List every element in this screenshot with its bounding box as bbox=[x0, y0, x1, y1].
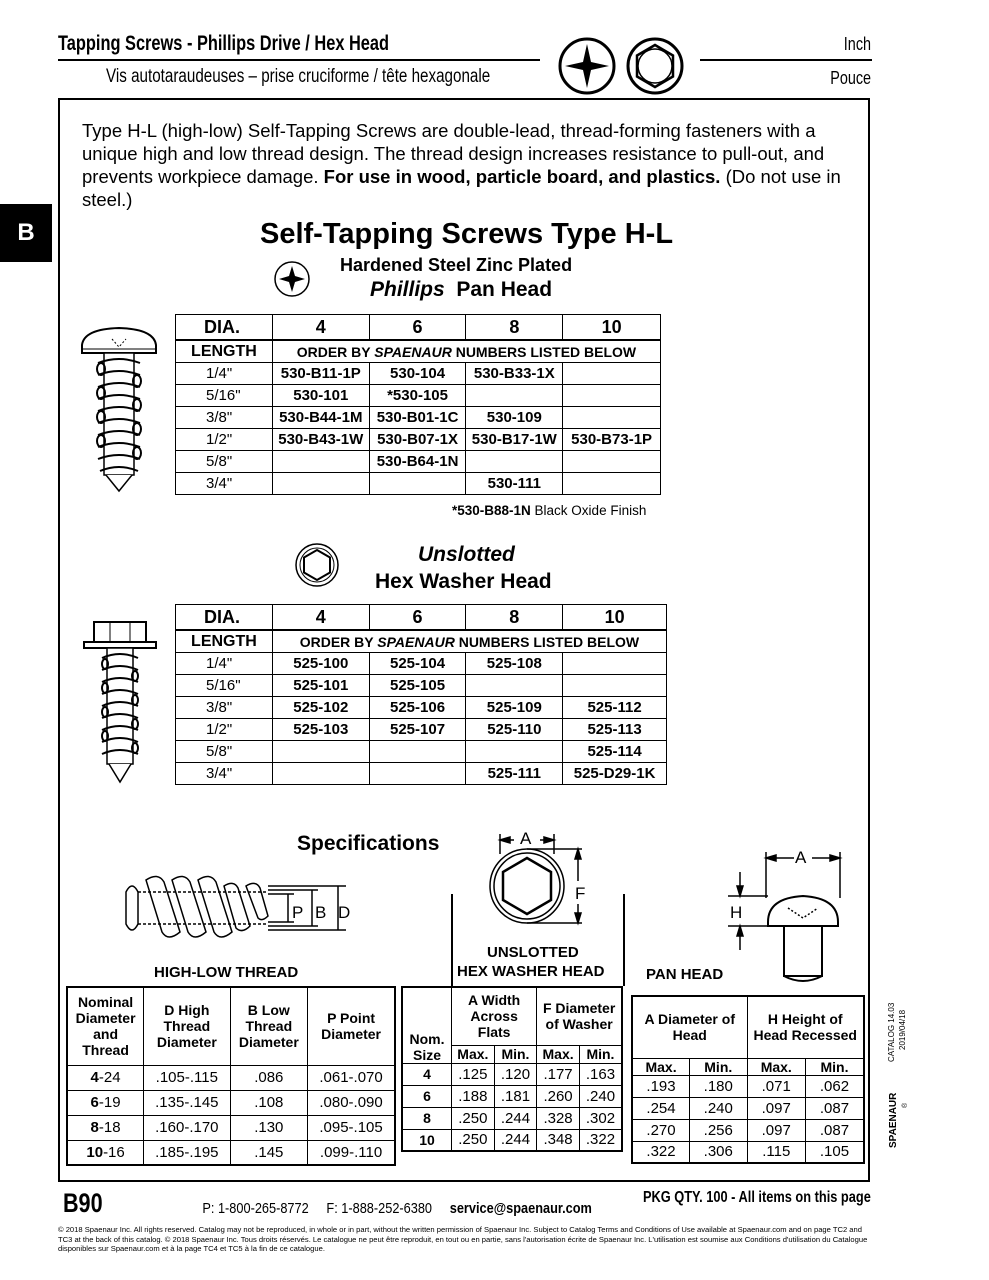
nominal-size-cell: 4-24 bbox=[67, 1065, 144, 1090]
size-cell: 10 bbox=[402, 1129, 452, 1151]
order-instruction: ORDER BY SPAENAUR NUMBERS LISTED BELOW bbox=[272, 340, 660, 363]
min-header: Min. bbox=[690, 1058, 747, 1075]
dia-col: 10 bbox=[563, 605, 667, 631]
value-cell: .270 bbox=[632, 1119, 690, 1141]
part-number-cell: 525-111 bbox=[466, 763, 563, 785]
value-cell: .193 bbox=[632, 1075, 690, 1097]
dia-col: 8 bbox=[466, 605, 563, 631]
fax: F: 1-888-252-6380 bbox=[326, 1200, 433, 1217]
package-quantity: PKG QTY. 100 - All items on this page bbox=[643, 1189, 871, 1206]
dim-label-h: H bbox=[730, 903, 743, 922]
d-value-cell: .105-.115 bbox=[144, 1065, 230, 1090]
dia-col: 4 bbox=[272, 315, 369, 341]
max-header: Max. bbox=[632, 1058, 690, 1075]
phone: P: 1-800-265-8772 bbox=[202, 1200, 309, 1217]
part-number-cell bbox=[563, 451, 661, 473]
length-cell: 1/2" bbox=[176, 719, 273, 741]
length-header: LENGTH bbox=[176, 340, 273, 363]
p-value-cell: .095-.105 bbox=[308, 1115, 395, 1140]
part-number-cell bbox=[369, 473, 466, 495]
value-cell: .163 bbox=[579, 1063, 622, 1085]
part-number-cell: *530-105 bbox=[369, 385, 466, 407]
page-number: B90 bbox=[62, 1188, 103, 1218]
length-header: LENGTH bbox=[176, 630, 273, 653]
length-cell: 3/8" bbox=[176, 407, 273, 429]
hex-washer-spec-table bbox=[401, 986, 623, 1152]
value-cell: .181 bbox=[494, 1085, 537, 1107]
b-value-cell: .145 bbox=[230, 1140, 308, 1165]
unit-inch: Inch bbox=[843, 34, 871, 54]
page-subtitle: Vis autotaraudeuses – prise cruciforme / tête hexagonale bbox=[106, 66, 491, 87]
page-title: Tapping Screws - Phillips Drive / Hex Head bbox=[58, 32, 390, 55]
part-number-cell: 525-110 bbox=[466, 719, 563, 741]
high-low-thread-caption: HIGH-LOW THREAD bbox=[154, 964, 299, 981]
value-cell: .256 bbox=[690, 1119, 747, 1141]
hex-washer-head-diagram bbox=[450, 826, 630, 986]
value-cell: .244 bbox=[494, 1107, 537, 1129]
part-number-cell: 525-107 bbox=[369, 719, 466, 741]
dia-col: 4 bbox=[272, 605, 369, 631]
part-number-cell: 525-113 bbox=[563, 719, 667, 741]
table-row bbox=[176, 473, 661, 495]
part-number-cell: 530-109 bbox=[466, 407, 563, 429]
phillips-head-title: Phillips Pan Head bbox=[370, 278, 553, 301]
brand-vertical: SPAENAUR bbox=[888, 1092, 899, 1148]
value-cell: .097 bbox=[747, 1119, 806, 1141]
part-number-cell: 525-105 bbox=[369, 675, 466, 697]
section-tab: B bbox=[0, 204, 52, 262]
table-row bbox=[402, 1085, 622, 1107]
table-row bbox=[67, 1140, 395, 1165]
hex-caption-line2: HEX WASHER HEAD bbox=[457, 963, 605, 980]
part-number-cell: 530-104 bbox=[369, 363, 466, 385]
a-diameter-header: A Diameter of Head bbox=[632, 996, 747, 1058]
nominal-size-cell: 6-19 bbox=[67, 1090, 144, 1115]
nominal-diameter-header: Nominal Diameter and Thread bbox=[67, 987, 144, 1065]
value-cell: .071 bbox=[747, 1075, 806, 1097]
part-number-cell bbox=[272, 763, 369, 785]
legal-notice: © 2018 Spaenaur Inc. All rights reserved. Catalog may not be reproduced, in whole or in part, without the written permission of Spaenaur Inc. Subject to Catalog Terms and Conditions of Use available at Spaenaur.com and on page TC2 and TC3 at the back of this catalog. © 2018 Spaenaur Inc. Tous droits réservés. Le catalogue ne peut être reproduit, en tout ou en partie, sans l'autorisation écrite de Spaenaur Inc. L'utilisation est soumise aux Conditions d'utilisation du Catalogue disponibles sur Spaenaur.com et à la page TC4 et TC5 à la fin de ce catalogue. bbox=[58, 1225, 868, 1253]
table-row bbox=[176, 719, 667, 741]
part-number-cell: 530-B64-1N bbox=[369, 451, 466, 473]
value-cell: .254 bbox=[632, 1097, 690, 1119]
hex-washer-icon bbox=[294, 542, 340, 588]
dia-col: 6 bbox=[369, 605, 466, 631]
value-cell: .115 bbox=[747, 1141, 806, 1163]
length-cell: 5/16" bbox=[176, 385, 273, 407]
order-instruction: ORDER BY SPAENAUR NUMBERS LISTED BELOW bbox=[272, 630, 666, 653]
part-number-cell bbox=[563, 385, 661, 407]
hex-head-title: Hex Washer Head bbox=[375, 570, 552, 593]
part-number-cell: 525-D29-1K bbox=[563, 763, 667, 785]
b-value-cell: .130 bbox=[230, 1115, 308, 1140]
length-cell: 5/16" bbox=[176, 675, 273, 697]
h-height-header: H Height of Head Recessed bbox=[747, 996, 864, 1058]
table-row bbox=[176, 763, 667, 785]
dia-header: DIA. bbox=[176, 315, 273, 341]
part-number-cell: 530-101 bbox=[272, 385, 369, 407]
table-row bbox=[176, 407, 661, 429]
value-cell: .062 bbox=[806, 1075, 865, 1097]
value-cell: .087 bbox=[806, 1119, 865, 1141]
size-cell: 6 bbox=[402, 1085, 452, 1107]
pan-head-screw-illustration bbox=[74, 325, 164, 495]
table-row bbox=[67, 1115, 395, 1140]
p-value-cell: .061-.070 bbox=[308, 1065, 395, 1090]
length-cell: 5/8" bbox=[176, 741, 273, 763]
max-header: Max. bbox=[452, 1045, 495, 1063]
length-cell: 3/4" bbox=[176, 473, 273, 495]
header-rule-right bbox=[700, 59, 872, 61]
dia-col: 8 bbox=[466, 315, 563, 341]
value-cell: .125 bbox=[452, 1063, 495, 1085]
value-cell: .177 bbox=[537, 1063, 580, 1085]
min-header: Min. bbox=[494, 1045, 537, 1063]
b-value-cell: .108 bbox=[230, 1090, 308, 1115]
value-cell: .180 bbox=[690, 1075, 747, 1097]
part-number-cell: 530-B33-1X bbox=[466, 363, 563, 385]
dim-label-d: D bbox=[338, 903, 351, 922]
part-number-cell: 525-108 bbox=[466, 653, 563, 675]
hex-head-title-italic: Unslotted bbox=[418, 543, 515, 566]
value-cell: .240 bbox=[690, 1097, 747, 1119]
part-number-cell: 530-B11-1P bbox=[272, 363, 369, 385]
part-number-cell bbox=[369, 763, 466, 785]
min-header: Min. bbox=[806, 1058, 865, 1075]
dim-label-p: P bbox=[292, 903, 304, 922]
table-row bbox=[176, 697, 667, 719]
b-value-cell: .086 bbox=[230, 1065, 308, 1090]
table-row bbox=[632, 1075, 864, 1097]
dim-label-f: F bbox=[575, 884, 586, 903]
contact-line bbox=[202, 1200, 592, 1217]
length-cell: 3/8" bbox=[176, 697, 273, 719]
b-header: B Low Thread Diameter bbox=[230, 987, 308, 1065]
hex-caption-line1: UNSLOTTED bbox=[487, 944, 579, 961]
value-cell: .250 bbox=[452, 1107, 495, 1129]
p-value-cell: .080-.090 bbox=[308, 1090, 395, 1115]
specifications-title: Specifications bbox=[297, 832, 440, 855]
section-title: Self-Tapping Screws Type H-L bbox=[260, 218, 674, 250]
d-value-cell: .135-.145 bbox=[144, 1090, 230, 1115]
part-number-cell bbox=[466, 451, 563, 473]
table-row bbox=[176, 363, 661, 385]
dim-label-a: A bbox=[795, 848, 807, 867]
f-diameter-header: F Diameter of Washer bbox=[537, 987, 622, 1045]
d-value-cell: .160-.170 bbox=[144, 1115, 230, 1140]
part-number-cell: 525-112 bbox=[563, 697, 667, 719]
value-cell: .306 bbox=[690, 1141, 747, 1163]
table-row bbox=[176, 653, 667, 675]
dia-col: 6 bbox=[369, 315, 466, 341]
value-cell: .328 bbox=[537, 1107, 580, 1129]
part-number-cell bbox=[272, 741, 369, 763]
phillips-order-table bbox=[175, 314, 661, 495]
footnote: *530-B88-1N Black Oxide Finish bbox=[452, 503, 647, 518]
unit-pouce: Pouce bbox=[830, 68, 871, 88]
table-row bbox=[176, 385, 661, 407]
value-cell: .302 bbox=[579, 1107, 622, 1129]
part-number-cell: 525-101 bbox=[272, 675, 369, 697]
part-number-cell bbox=[563, 473, 661, 495]
p-header: P Point Diameter bbox=[308, 987, 395, 1065]
table-row bbox=[402, 1129, 622, 1151]
part-number-cell: 530-111 bbox=[466, 473, 563, 495]
value-cell: .322 bbox=[632, 1141, 690, 1163]
value-cell: .260 bbox=[537, 1085, 580, 1107]
nominal-size-cell: 8-18 bbox=[67, 1115, 144, 1140]
part-number-cell bbox=[563, 653, 667, 675]
length-cell: 3/4" bbox=[176, 763, 273, 785]
size-cell: 8 bbox=[402, 1107, 452, 1129]
part-number-cell: 525-106 bbox=[369, 697, 466, 719]
nom-size-header: Nom. Size bbox=[402, 987, 452, 1063]
max-header: Max. bbox=[747, 1058, 806, 1075]
hex-head-icon bbox=[625, 36, 685, 96]
value-cell: .120 bbox=[494, 1063, 537, 1085]
table-row bbox=[632, 1141, 864, 1163]
phillips-material: Hardened Steel Zinc Plated bbox=[340, 255, 573, 275]
phillips-drive-icon bbox=[557, 36, 617, 96]
p-value-cell: .099-.110 bbox=[308, 1140, 395, 1165]
nominal-size-cell: 10-16 bbox=[67, 1140, 144, 1165]
value-cell: .188 bbox=[452, 1085, 495, 1107]
dia-header: DIA. bbox=[176, 605, 273, 631]
length-cell: 5/8" bbox=[176, 451, 273, 473]
table-row bbox=[176, 429, 661, 451]
hex-head-screw-illustration bbox=[80, 618, 160, 786]
value-cell: .250 bbox=[452, 1129, 495, 1151]
length-cell: 1/4" bbox=[176, 653, 273, 675]
part-number-cell: 525-114 bbox=[563, 741, 667, 763]
header-rule-left bbox=[58, 59, 540, 61]
table-row bbox=[402, 1063, 622, 1085]
table-row bbox=[632, 1119, 864, 1141]
part-number-cell bbox=[466, 741, 563, 763]
length-cell: 1/4" bbox=[176, 363, 273, 385]
table-row bbox=[67, 1065, 395, 1090]
part-number-cell bbox=[369, 741, 466, 763]
part-number-cell: 530-B43-1W bbox=[272, 429, 369, 451]
min-header: Min. bbox=[579, 1045, 622, 1063]
dia-col: 10 bbox=[563, 315, 661, 341]
part-number-cell bbox=[272, 473, 369, 495]
part-number-cell: 525-104 bbox=[369, 653, 466, 675]
value-cell: .240 bbox=[579, 1085, 622, 1107]
part-number-cell bbox=[466, 385, 563, 407]
part-number-cell: 530-B01-1C bbox=[369, 407, 466, 429]
catalog-date: 2019/04/18 bbox=[898, 1009, 907, 1050]
pan-head-spec-table bbox=[631, 995, 865, 1164]
table-row bbox=[176, 451, 661, 473]
part-number-cell bbox=[563, 675, 667, 697]
part-number-cell bbox=[466, 675, 563, 697]
pan-head-diagram bbox=[728, 848, 858, 988]
value-cell: .097 bbox=[747, 1097, 806, 1119]
phillips-recess-icon bbox=[273, 260, 311, 298]
part-number-cell: 530-B44-1M bbox=[272, 407, 369, 429]
part-number-cell: 525-103 bbox=[272, 719, 369, 741]
table-row bbox=[67, 1090, 395, 1115]
high-low-thread-table bbox=[66, 986, 396, 1166]
part-number-cell: 525-102 bbox=[272, 697, 369, 719]
value-cell: .087 bbox=[806, 1097, 865, 1119]
size-cell: 4 bbox=[402, 1063, 452, 1085]
table-row bbox=[632, 1097, 864, 1119]
hex-order-table bbox=[175, 604, 667, 785]
part-number-cell: 530-B07-1X bbox=[369, 429, 466, 451]
pan-head-caption: PAN HEAD bbox=[646, 966, 724, 983]
dim-label-a: A bbox=[520, 829, 532, 848]
value-cell: .105 bbox=[806, 1141, 865, 1163]
table-row bbox=[176, 741, 667, 763]
table-row bbox=[402, 1107, 622, 1129]
d-header: D High Thread Diameter bbox=[144, 987, 230, 1065]
catalog-number: CATALOG 14.03 bbox=[887, 1002, 896, 1062]
part-number-cell: 530-B17-1W bbox=[466, 429, 563, 451]
value-cell: .244 bbox=[494, 1129, 537, 1151]
dim-label-b: B bbox=[315, 903, 327, 922]
part-number-cell bbox=[563, 407, 661, 429]
registered-mark: ® bbox=[902, 1102, 909, 1108]
d-value-cell: .185-.195 bbox=[144, 1140, 230, 1165]
email[interactable]: service@spaenaur.com bbox=[449, 1200, 592, 1217]
value-cell: .322 bbox=[579, 1129, 622, 1151]
length-cell: 1/2" bbox=[176, 429, 273, 451]
intro-paragraph: Type H-L (high-low) Self-Tapping Screws are double-lead, thread-forming fasteners with a unique high and low thread design. The thread design increases resistance to pull-out, and prevents workpiece damage. For use in wood, particle board, and plastics. (Do not use in steel.) bbox=[82, 120, 841, 210]
part-number-cell bbox=[272, 451, 369, 473]
part-number-cell: 530-B73-1P bbox=[563, 429, 661, 451]
value-cell: .348 bbox=[537, 1129, 580, 1151]
part-number-cell: 525-109 bbox=[466, 697, 563, 719]
table-row bbox=[176, 675, 667, 697]
a-width-header: A Width Across Flats bbox=[452, 987, 537, 1045]
max-header: Max. bbox=[537, 1045, 580, 1063]
part-number-cell bbox=[563, 363, 661, 385]
part-number-cell: 525-100 bbox=[272, 653, 369, 675]
